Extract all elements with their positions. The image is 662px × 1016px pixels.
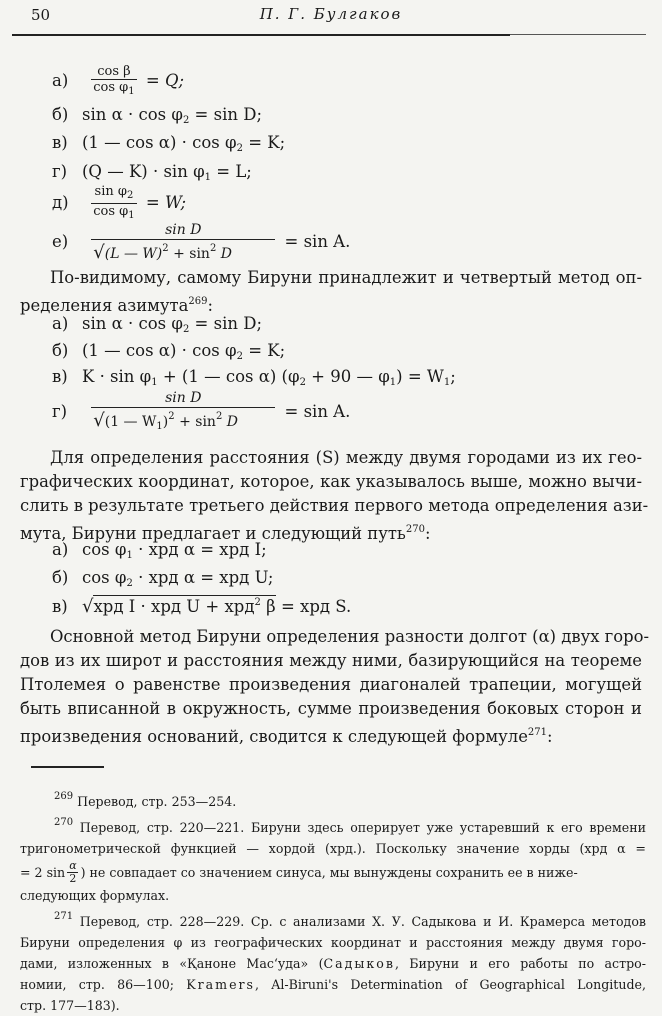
fraction <box>91 64 136 99</box>
footnote-text: стр. 177—183). <box>20 998 120 1013</box>
text: : <box>424 524 431 543</box>
subscript: 1 <box>126 550 133 561</box>
formula-1a <box>52 64 184 99</box>
footnote-number: 270 <box>54 817 74 828</box>
paragraph-2 <box>20 446 649 546</box>
expr: ) = W <box>396 367 444 386</box>
text-line: быть вписанной в окружность, сумме произведения боковых сторон и <box>20 699 642 718</box>
radical-sign: √ <box>93 242 105 263</box>
subscript: 1 <box>128 86 135 97</box>
formula-sa <box>52 540 267 561</box>
expr: (1 — cos α) · cos φ <box>82 341 237 360</box>
expr: · хрд α = хрд I; <box>132 540 267 559</box>
superscript: 2 <box>254 597 261 608</box>
formula-label: д) <box>52 193 69 212</box>
fraction <box>91 184 136 223</box>
formula-4a <box>52 314 262 335</box>
footnote-line <box>20 953 646 974</box>
fraction <box>67 860 78 885</box>
formula-4d <box>52 390 350 435</box>
subscript: 2 <box>236 143 243 154</box>
footnote-line <box>20 859 646 885</box>
footnote-number: 269 <box>54 791 74 802</box>
subscript: 2 <box>236 351 243 362</box>
footnotes <box>20 786 646 1016</box>
formula-label: г) <box>52 162 68 181</box>
superscript: 2 <box>215 411 223 422</box>
text-line: Для определения расстояния (S) между двумя городами из их гео- <box>50 448 642 467</box>
subscript: 2 <box>182 115 190 126</box>
footnote-269 <box>20 786 646 812</box>
subscript: 1 <box>128 210 135 221</box>
radicand <box>93 595 275 616</box>
den-text: cos φ <box>93 80 129 95</box>
formula-1e <box>52 184 186 223</box>
denominator: 2 <box>69 871 77 885</box>
formula-label: а) <box>52 540 69 559</box>
subscript: 2 <box>182 324 190 335</box>
formula-label: е) <box>52 232 69 251</box>
superscript: 2 <box>209 243 217 254</box>
den-text: D <box>216 246 232 262</box>
formula-sc <box>52 596 351 617</box>
formula-label: в) <box>52 597 68 616</box>
rhs: = W; <box>145 193 187 212</box>
footnote-text: следующих формулах. <box>20 888 170 903</box>
radical-sign: √ <box>93 410 105 431</box>
rhs: = sin A. <box>284 402 351 421</box>
radical-sign: √ <box>82 596 94 617</box>
footnote-text: Перевод, стр. 253—254. <box>73 794 237 809</box>
formula-sb <box>52 568 273 589</box>
formula-label: а) <box>52 314 69 333</box>
formula-label: в) <box>52 367 68 386</box>
text-line: графических координат, которое, как указывалось выше, можно вычи- <box>20 472 642 491</box>
text-line: По-видимому, самому Бируни принадлежит и четвертый метод оп- <box>50 268 642 287</box>
den-text: + sin <box>174 414 216 430</box>
denominator <box>91 203 136 223</box>
expr: + (1 — cos α) (φ <box>157 367 300 386</box>
formula-1d <box>52 162 252 183</box>
rhs: = sin A. <box>284 232 351 251</box>
formula-1c <box>52 133 285 154</box>
formula-4c <box>52 367 456 388</box>
expr: (1 — cos α) · cos φ <box>82 133 237 152</box>
footnote-ref-269[interactable]: 269 <box>188 296 208 307</box>
text-line: слить в результате третьего действия первого метода определения ази- <box>20 496 649 515</box>
footnote-text: дами, изложенных в «Қаноне Мас‘уда» ( <box>20 956 324 971</box>
expr: ; <box>450 367 456 386</box>
page-number: 50 <box>31 6 51 24</box>
text: : <box>547 727 553 746</box>
expr: = sin D; <box>189 105 263 124</box>
paragraph-3 <box>20 625 650 749</box>
header-rule-right <box>510 34 646 35</box>
expr: cos φ <box>82 568 127 587</box>
expr: · хрд α = хрд U; <box>132 568 274 587</box>
text-line: Птолемея о равенстве произведения диагоналей трапеции, могущей <box>20 675 642 694</box>
den-text: cos φ <box>93 204 129 219</box>
subscript: 2 <box>126 190 134 201</box>
expr: = K; <box>242 341 286 360</box>
subscript: 1 <box>389 377 397 388</box>
numerator: sin D <box>165 390 202 406</box>
expr: = L; <box>211 162 252 181</box>
footnote-ref-270[interactable]: 270 <box>405 524 425 535</box>
formula-1b <box>52 105 262 126</box>
expr: cos φ <box>82 540 127 559</box>
num-text: sin φ <box>94 184 127 199</box>
footnote-rule <box>31 766 104 768</box>
footnote-text: Перевод, стр. 220—221. Бируни здесь оперирует уже устаревший к его времени <box>73 820 646 835</box>
superscript: 2 <box>168 411 175 422</box>
numerator: α <box>69 858 77 872</box>
denominator <box>91 239 275 263</box>
footnote-ref-271[interactable]: 271 <box>527 727 548 738</box>
footnote-text: , Бируни и его работы по астро- <box>394 956 646 971</box>
subscript: 1 <box>151 377 158 388</box>
denominator <box>91 79 136 99</box>
running-title: П. Г. Булгаков <box>259 5 403 23</box>
header-rule <box>12 34 510 36</box>
subscript: 1 <box>156 421 163 432</box>
expr: = sin D; <box>189 314 263 333</box>
author-name: Садыков <box>323 956 395 971</box>
footnote-text: , Al-Biruni's Determination of Geographical Longitude, <box>255 977 646 992</box>
footnote-number: 271 <box>54 911 74 922</box>
den-text: (1 — W <box>104 414 157 430</box>
expr: sin α · cos φ <box>82 105 183 124</box>
formula-label: б) <box>52 105 69 124</box>
author-name: Kramers <box>186 977 256 992</box>
text-line: Основной метод Бируни определения разности долгот (α) двух горо- <box>50 627 650 646</box>
formula-1f <box>52 222 350 263</box>
expr: (Q — K) · sin φ <box>82 162 205 181</box>
formula-label: б) <box>52 341 69 360</box>
expr: sin α · cos φ <box>82 314 183 333</box>
footnote-line <box>20 974 646 995</box>
footnote-text: Бируни определения φ из географических координат и расстояния между двумя горо- <box>20 935 646 950</box>
fraction <box>91 390 275 435</box>
expr: + 90 — φ <box>305 367 390 386</box>
formula-label: г) <box>52 402 68 421</box>
formula-label: в) <box>52 133 68 152</box>
expr: = K; <box>242 133 286 152</box>
text-line <box>20 721 642 749</box>
expr: хрд I · хрд U + хрд <box>93 597 255 616</box>
footnote-text: ) не совпадает со значением синуса, мы вынуждены сохранить ее в ниже- <box>80 864 578 880</box>
text-line: дов из их широт и расстояния между ними, базирующийся на теореме <box>20 651 642 670</box>
formula-label: б) <box>52 568 69 587</box>
den-text: ) <box>162 414 169 430</box>
footnote-text: = 2 sin <box>20 864 66 880</box>
subscript: 2 <box>299 377 306 388</box>
denominator <box>91 407 275 435</box>
footnote-text: тригонометрической функцией — хордой (хрд.). Поскольку значение хорды (хрд α = <box>20 841 646 856</box>
formula-label: а) <box>52 71 69 90</box>
superscript: 2 <box>162 243 169 254</box>
rhs: = Q; <box>145 71 185 90</box>
footnote-270 <box>20 812 646 906</box>
fraction <box>91 222 275 263</box>
numerator: cos β <box>97 64 131 79</box>
subscript: 1 <box>443 377 451 388</box>
text: ределения азимута <box>20 296 189 315</box>
text: произведения оснований, сводится к следующей формуле <box>20 727 528 746</box>
expr: β <box>260 597 276 616</box>
den-text: + sin <box>168 246 210 262</box>
formula-4b <box>52 341 285 362</box>
text: : <box>207 296 213 315</box>
paragraph-1 <box>20 266 642 318</box>
rhs: = хрд S. <box>275 597 352 616</box>
footnote-text: Перевод, стр. 228—229. Ср. с анализами Х. У. Садыкова и И. Крамерса методов <box>73 914 646 929</box>
den-text: D <box>222 414 238 430</box>
expr: K · sin φ <box>82 367 152 386</box>
footnote-text: номии, стр. 86—100; <box>20 977 187 992</box>
numerator: sin D <box>165 222 202 238</box>
text: мута, Бируни предлагает и следующий путь <box>20 524 406 543</box>
numerator <box>93 184 136 203</box>
subscript: 2 <box>126 578 133 589</box>
subscript: 1 <box>204 172 211 183</box>
den-text: (L — W) <box>104 246 163 262</box>
